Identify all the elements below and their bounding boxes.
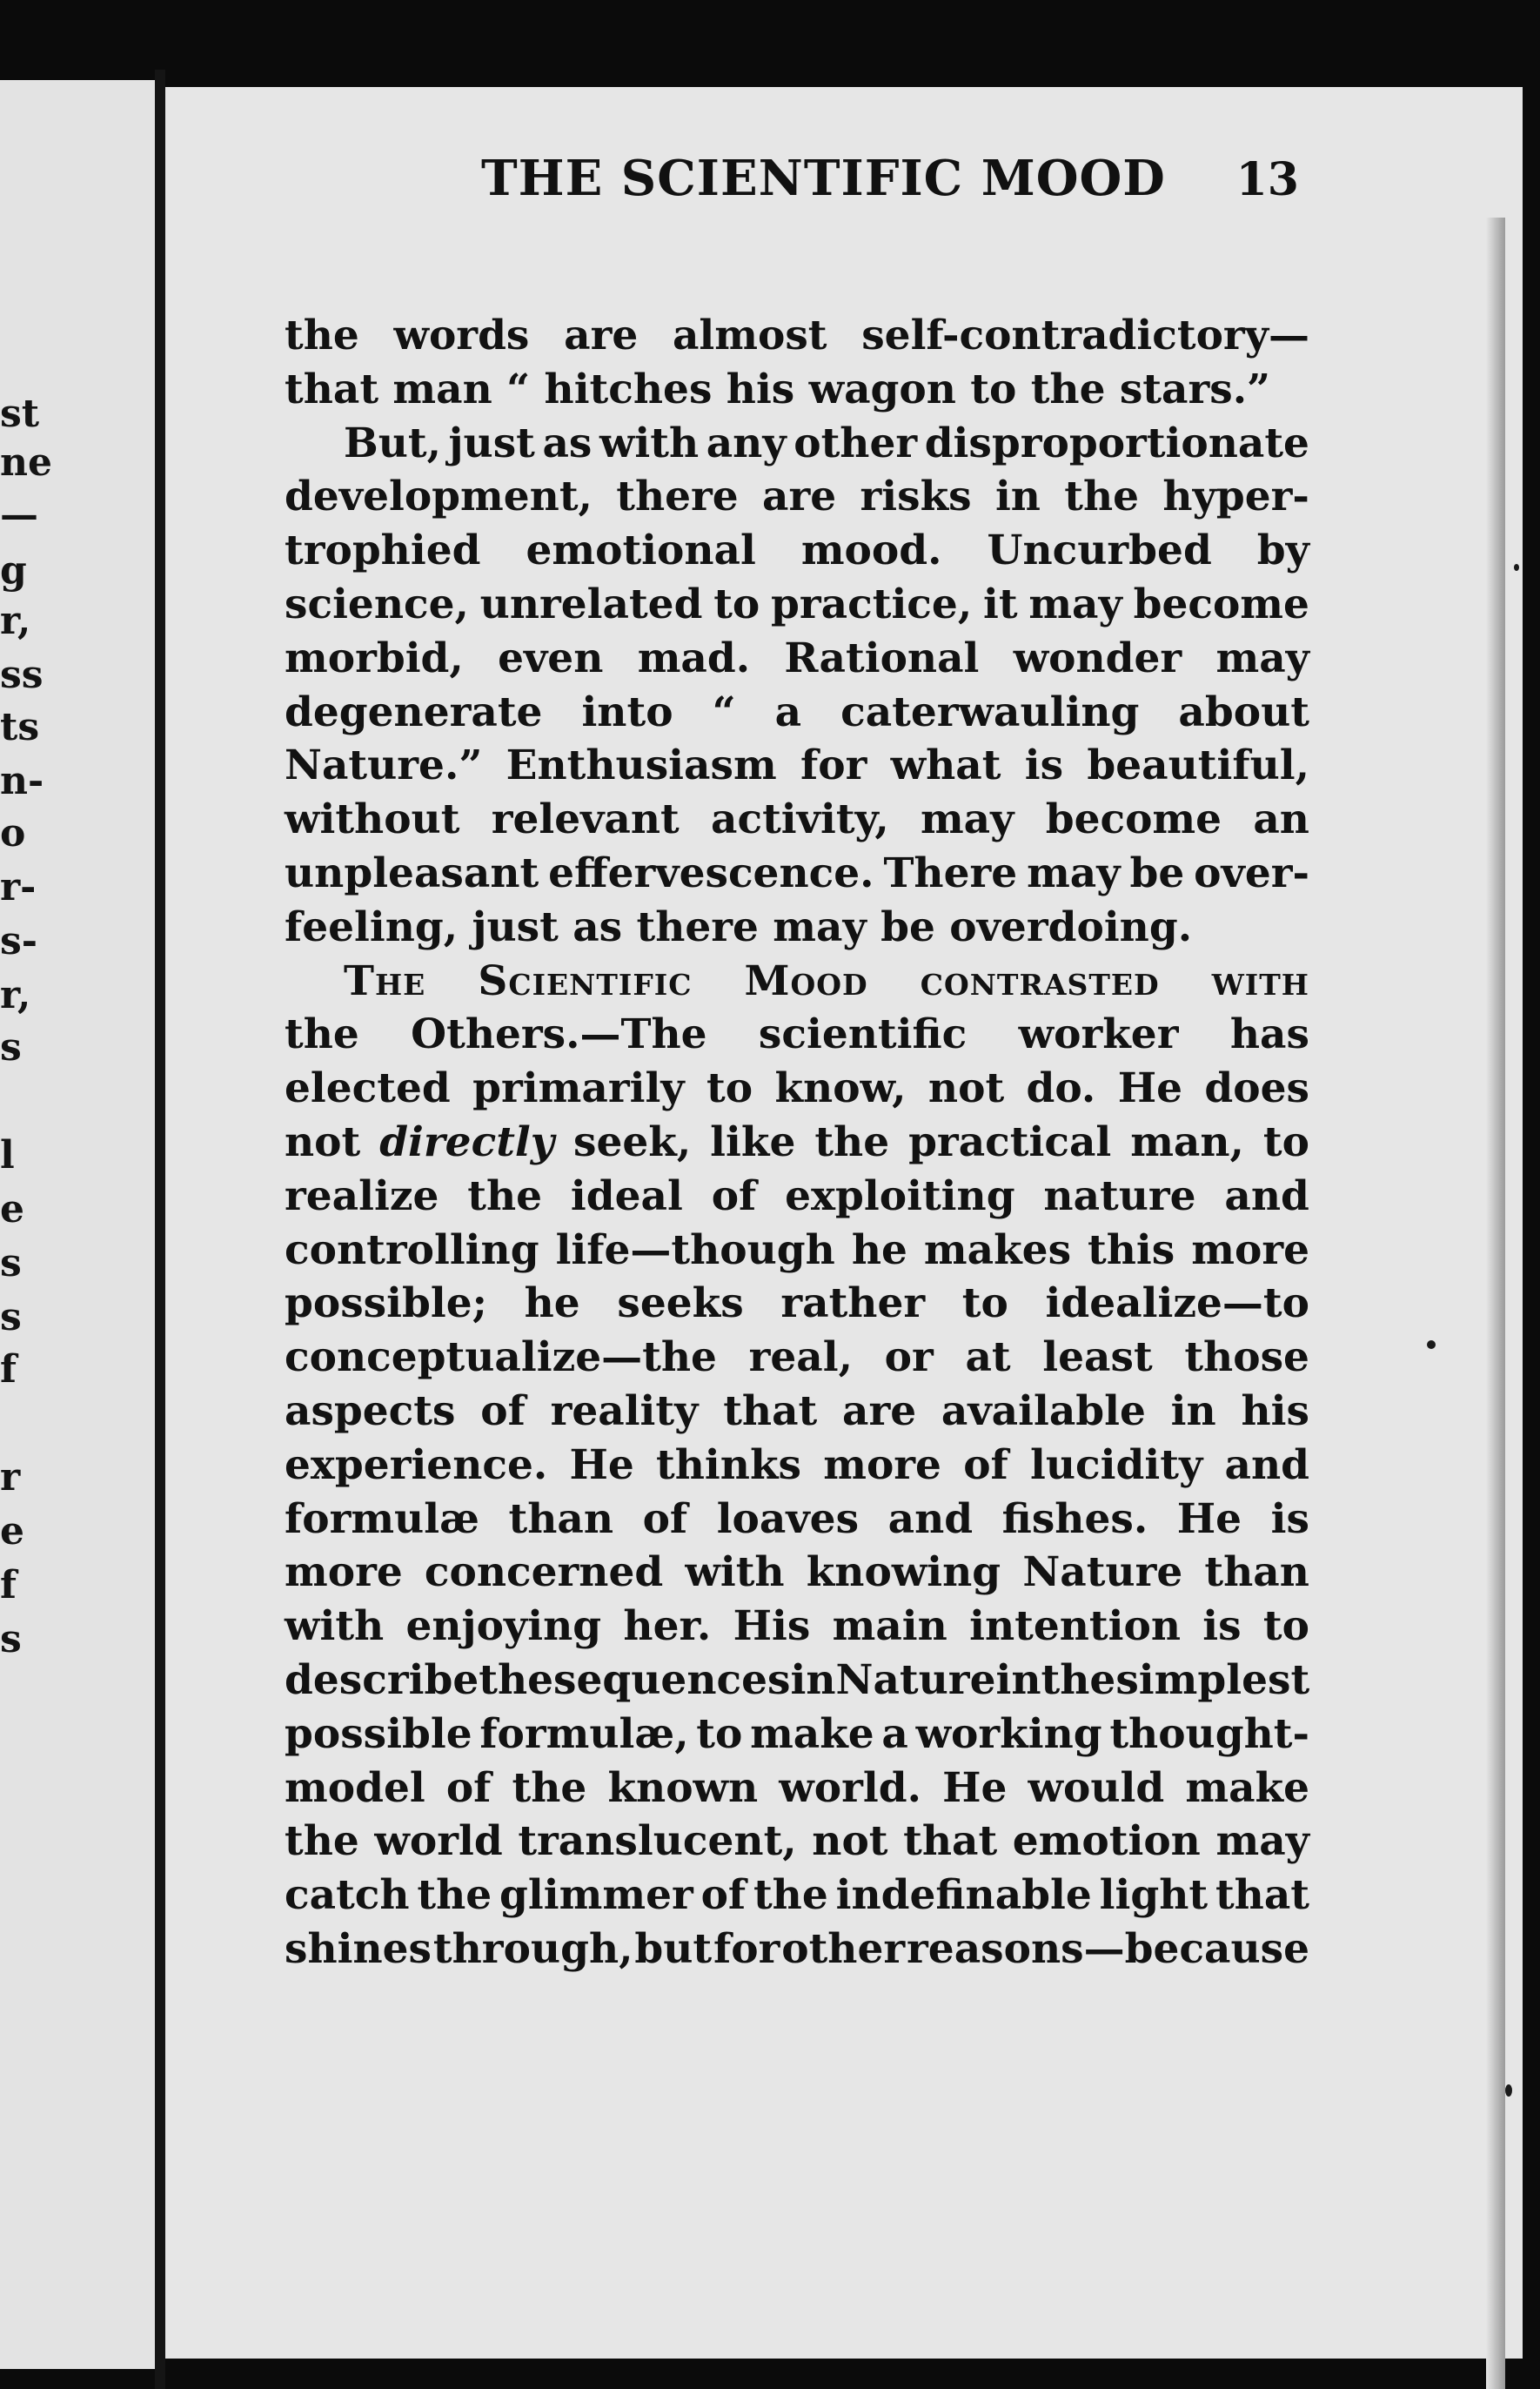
text-line: without relevant activity, may become an — [285, 795, 1309, 844]
edge-fragment: g — [0, 548, 27, 593]
speck-mark — [1514, 564, 1519, 571]
text-line: unpleasant effervescence. There may be over- — [285, 849, 1309, 897]
text-line: the words are almost self-contradictory— — [285, 312, 1309, 359]
section-heading-line: The Scientific Mood contrasted with — [344, 956, 1309, 1005]
text-line: the world translucent, not that emotion may — [285, 1817, 1309, 1866]
text-line: experience. He thinks more of lucidity and — [285, 1440, 1309, 1489]
edge-fragment: f — [0, 1563, 17, 1607]
edge-fragment: o — [0, 811, 26, 856]
text-line: science, unrelated to practice, it may become — [285, 580, 1309, 628]
text-line: realize the ideal of exploiting nature and — [285, 1171, 1309, 1220]
text-line: aspects of reality that are available in his — [285, 1386, 1309, 1435]
text-line: trophied emotional mood. Uncurbed by — [285, 527, 1309, 575]
edge-fragment: s — [0, 1241, 22, 1285]
edge-fragment: r- — [0, 865, 37, 909]
edge-fragment: s- — [0, 919, 38, 963]
text-line: degenerate into “ a caterwauling about — [285, 688, 1309, 736]
edge-fragment: r, — [0, 973, 31, 1017]
text-line: elected primarily to know, not do. He does — [285, 1064, 1309, 1113]
text-line: model of the known world. He would make — [285, 1763, 1309, 1812]
text-line: with enjoying her. His main intention is to — [285, 1602, 1309, 1651]
text-line: not directly seek, like the practical man, to — [285, 1117, 1309, 1166]
text-line: describe the sequences in Nature in the simplest — [285, 1655, 1310, 1704]
text-line: the Others.—The scientific worker has — [285, 1010, 1309, 1059]
text-line: controlling life—though he makes this more — [285, 1225, 1309, 1274]
text-line: more concerned with knowing Nature than — [285, 1548, 1309, 1597]
edge-fragment: e — [0, 1187, 24, 1231]
edge-fragment: l — [0, 1133, 15, 1178]
edge-fragment: s — [0, 1025, 22, 1070]
text-line: that man “ hitches his wagon to the stars.” — [285, 365, 1271, 413]
edge-fragment: — — [0, 493, 38, 537]
running-title: THE SCIENTIFIC MOOD — [481, 150, 1166, 207]
text-line: morbid, even mad. Rational wonder may — [285, 634, 1309, 682]
edge-fragment: ne — [0, 440, 52, 485]
text-line: feeling, just as there may be overdoing. — [285, 903, 1193, 951]
text-line: formulæ than of loaves and fishes. He is — [285, 1494, 1309, 1543]
speck-mark — [1427, 1340, 1436, 1349]
text-line: But, just as with any other disproportionate — [344, 419, 1309, 467]
edge-fragment: ts — [0, 705, 40, 749]
page-header — [316, 150, 1325, 211]
text-line: development, there are risks in the hyper- — [285, 473, 1309, 521]
text-line: shines through, but for other reasons—because — [285, 1924, 1309, 1973]
edge-fragment: n- — [0, 759, 44, 803]
text-line: catch the glimmer of the indefinable light that — [285, 1871, 1309, 1920]
edge-fragment: f — [0, 1347, 17, 1392]
edge-fragment: s — [0, 1295, 22, 1339]
book-gutter — [155, 70, 165, 2389]
page-edge-shadow — [1486, 218, 1505, 2389]
text-line: conceptualize—the real, or at least those — [285, 1333, 1309, 1382]
text-line: possible formulæ, to make a working thought- — [285, 1709, 1309, 1758]
edge-fragment: r, — [0, 599, 31, 643]
edge-fragment: ss — [0, 653, 44, 697]
edge-fragment: s — [0, 1617, 22, 1661]
edge-fragment: e — [0, 1509, 24, 1554]
previous-page-edge — [0, 80, 155, 2369]
text-line: possible; he seeks rather to idealize—to — [285, 1279, 1309, 1328]
edge-fragment: st — [0, 392, 40, 436]
speck-mark — [1505, 2084, 1512, 2097]
body-text — [285, 309, 1309, 1976]
edge-fragment: r — [0, 1455, 21, 1500]
text-line: Nature.” Enthusiasm for what is beautiful, — [285, 742, 1309, 790]
page-number: 13 — [1235, 153, 1299, 206]
